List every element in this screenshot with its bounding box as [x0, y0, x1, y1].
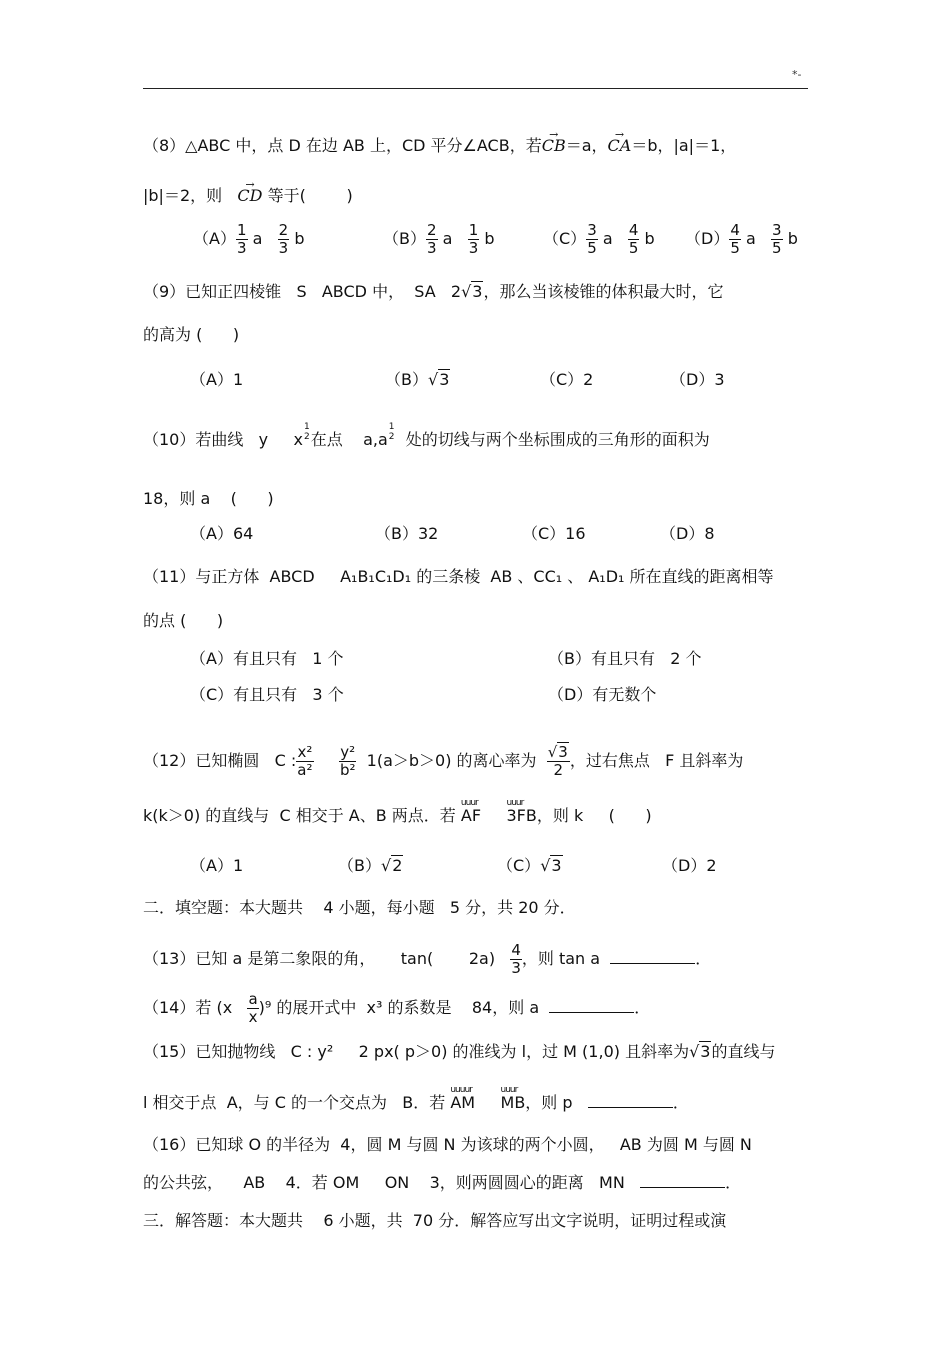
q8-line1	[143, 136, 736, 156]
header-rule	[143, 88, 808, 89]
q10-option-a: （A）64	[190, 524, 254, 543]
q8-text-e: 等于( )	[267, 186, 353, 205]
q12-option-a: （A）1	[190, 856, 244, 875]
q8-option-b: （B） $\frac{2}{3}$ a $\frac{1}{3}$ b	[383, 221, 495, 257]
q12-option-c: （C）√3	[497, 856, 562, 875]
q13-line: （13）已知 a 是第二象限的角， tan( 2a) $\frac{4}{3}$ ，则 tan a ．	[143, 941, 712, 977]
q10-option-b: （B）32	[375, 524, 439, 543]
q9-option-d: （D）3	[670, 370, 725, 389]
q12-option-d: （D）2	[662, 856, 717, 875]
q11-line2: 的点 ( )	[143, 611, 224, 630]
q9-line1: （9）已知正四棱锥 S ABCD 中， SA 2√3，那么当该棱锥的体积最大时，它	[143, 282, 724, 301]
q10-option-c: （C）16	[522, 524, 586, 543]
q9-line2: 的高为 ( )	[143, 325, 240, 344]
answer-blank-16	[640, 1173, 725, 1188]
q8-line2	[143, 186, 353, 206]
q16-line2: 的公共弦， AB 4．若 OM ON 3，则两圆圆心的距离 MN ．	[143, 1173, 742, 1192]
q16-line1: （16）已知球 O 的半径为 4，圆 M 与圆 N 为该球的两个小圆， AB 为圆 M 与圆 N	[143, 1135, 752, 1154]
q11-option-a: （A）有且只有 1 个	[190, 649, 344, 668]
vector-ca: → CA	[608, 136, 632, 156]
q15-line1: （15）已知抛物线 C : y² 2 px( p＞0) 的准线为 l，过 M (1,0) 且斜率为√3的直线与	[143, 1042, 776, 1061]
q9-option-c: （C）2	[540, 370, 594, 389]
answer-blank-15	[588, 1093, 673, 1108]
answer-blank-13	[610, 949, 695, 964]
q10-line2: 18，则 a ( )	[143, 489, 274, 508]
q8-option-a: （A） $\frac{1}{3}$ a $\frac{2}{3}$ b	[193, 221, 305, 257]
q9-option-b: （B）√3	[385, 370, 450, 389]
q9-option-a: （A）1	[190, 370, 244, 389]
q10-option-d: （D）8	[660, 524, 715, 543]
q11-option-d: （D）有无数个	[548, 685, 657, 704]
section-2-heading: 二．填空题：本大题共 4 小题，每小题 5 分，共 20 分．	[143, 898, 576, 917]
header-mark: *-	[792, 68, 802, 81]
vector-cb: → CB	[542, 136, 566, 156]
q8-option-d: （D） $\frac{4}{5}$ a $\frac{3}{5}$ b	[685, 221, 798, 257]
q8-text-d: |b|＝2，则	[143, 186, 223, 205]
answer-blank-14	[549, 998, 634, 1013]
section-3-heading: 三．解答题：本大题共 6 小题，共 70 分．解答应写出文字说明，证明过程或演	[143, 1211, 727, 1230]
q8-text-b: ＝a，	[565, 136, 608, 155]
q8-text-c: ＝b，|a|＝1，	[631, 136, 737, 155]
q12-line2: k(k＞0) 的直线与 C 相交于 A、B 两点．若 uuur AF uuur 3FB，则 k ( )	[143, 798, 652, 825]
q11-line1: （11）与正方体 ABCD A₁B₁C₁D₁ 的三条棱 AB 、CC₁ 、 A₁D₁ 所在直线的距离相等	[143, 567, 774, 586]
q12-option-b: （B）√2	[338, 856, 403, 875]
sqrt-symbol: √3	[461, 282, 483, 301]
q11-option-c: （C）有且只有 3 个	[190, 685, 344, 704]
q10-line1: （10）若曲线 y x 1 2 在点 a,a 1 2 处的切线与两个坐标围成的三角形的面积为	[143, 422, 710, 449]
q12-line1: （12）已知椭圆 C : $\frac{\text{x²}}{\text{a²}}$ $\frac{\text{y²}}{\text{b²}}$ 1(a＞b＞0) 的离心率为 $\frac{√3}{2}$ ，过右焦点 F 且斜率为	[143, 743, 744, 779]
q14-line: （14）若 (x $\frac{a}{x}$ )⁹ 的展开式中 x³ 的系数是 84，则 a ．	[143, 990, 651, 1026]
q11-option-b: （B）有且只有 2 个	[548, 649, 702, 668]
q8-text-a: （8）△ABC 中，点 D 在边 AB 上，CD 平分∠ACB，若	[143, 136, 542, 155]
q15-line2: l 相交于点 A，与 C 的一个交点为 B．若 uuuur AM uuur MB，则 p ．	[143, 1085, 689, 1112]
q8-option-c: （C） $\frac{3}{5}$ a $\frac{4}{5}$ b	[543, 221, 655, 257]
vector-cd: → CD	[237, 186, 262, 206]
